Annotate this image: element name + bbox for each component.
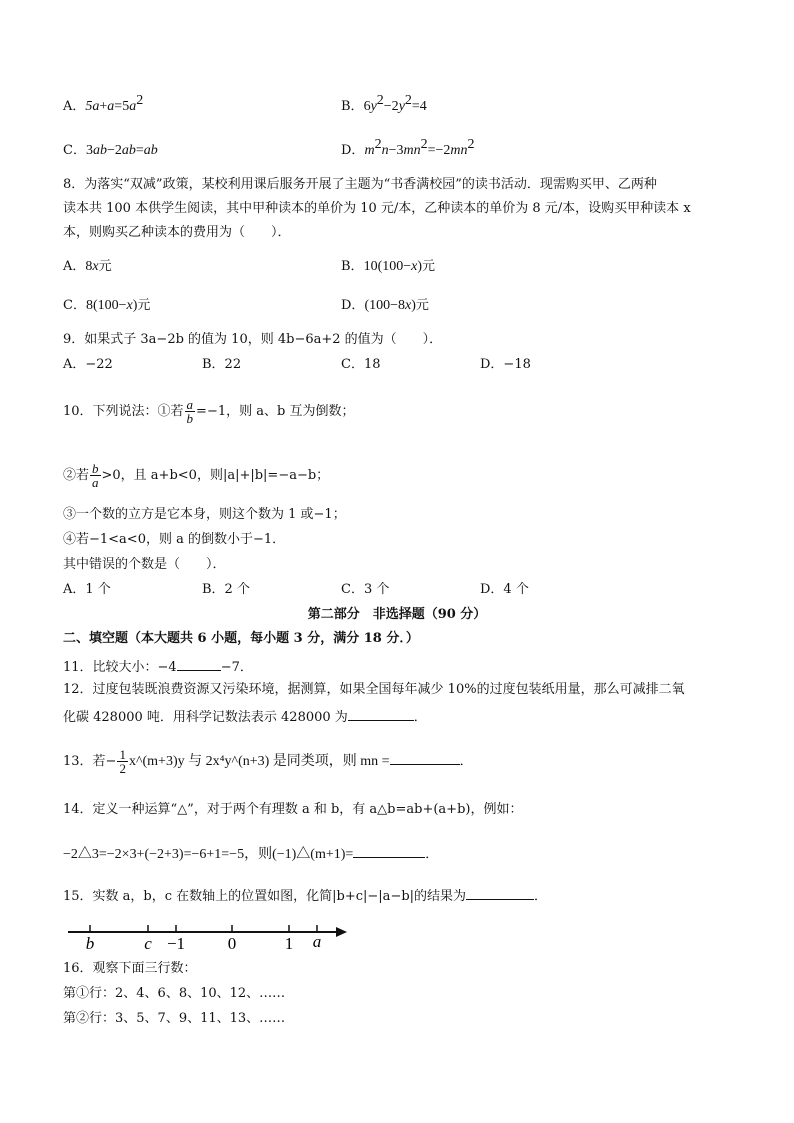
q12-line2: 化碳 428000 吨．用科学记数法表示 428000 为 ． <box>63 706 427 727</box>
section-fill-in-heading: 二、填空题（本大题共 6 小题，每小题 3 分，满分 18 分．） <box>63 631 419 646</box>
part2-title: 第二部分 非选择题（90 分） <box>307 607 487 622</box>
q10-statement-4: ④若−1<a<0，则 a 的倒数小于−1． <box>63 532 286 547</box>
q15-answer-blank[interactable] <box>466 885 534 900</box>
q10-statement-3: ③一个数的立方是它本身，则这个数为 1 或−1； <box>63 507 346 522</box>
q8-stem-line3: 本，则购买乙种读本的费用为（ ）． <box>63 225 291 240</box>
q16-stem: 16．观察下面三行数： <box>63 961 197 976</box>
q7-option-d: D．$m^2n-3mn^2=-2mn^2$ <box>341 137 475 158</box>
number-line-arrow-icon <box>336 927 347 937</box>
q10-option-c: C．3 个 <box>341 582 390 597</box>
q7-option-a: A．$5a+a=5a^2$ <box>63 93 144 114</box>
q9-option-b: B．22 <box>202 357 242 372</box>
q14-line1: 14．定义一种运算“△”，对于两个有理数 a 和 b，有 a△b=ab+(a+b)，例如： <box>63 802 523 817</box>
q7-option-c: C．3ab−2ab=ab <box>63 143 158 158</box>
label-a: a <box>312 932 322 951</box>
q8-stem-line2: 读本共 100 本供学生阅读，其中甲种读本的单价为 10 元/本，乙种读本的单价为 8 元/本，设购买甲种读本 x <box>63 201 691 216</box>
q8-option-d: D．(100−8x)元 <box>341 298 429 313</box>
q16-row2: 第②行：3、5、7、9、11、13、…… <box>63 1011 286 1026</box>
number-line-figure <box>60 912 360 952</box>
q8-stem-line1: 8．为落实“双减”政策，某校利用课后服务开展了主题为“书香满校园”的读书活动．现需购买甲、乙两种 <box>63 177 657 192</box>
label-minus-one: −1 <box>166 934 186 952</box>
q9-stem: 9．如果式子 3a−2b 的值为 10，则 4b−6a+2 的值为（ ）． <box>63 332 443 347</box>
label-b: b <box>85 934 95 952</box>
q8-option-a: A．8x元 <box>63 259 112 274</box>
label-c: c <box>144 934 152 952</box>
fraction-one-half: $\frac{1}{2}$ <box>119 747 126 776</box>
q9-option-c: C．18 <box>341 357 381 372</box>
q10-ask: 其中错误的个数是（ ）． <box>63 557 226 572</box>
q15-stem: 15．实数 a，b，c 在数轴上的位置如图，化简|b+c|−|a−b|的结果为 ． <box>63 885 547 906</box>
q12-line1: 12．过度包装既浪费资源又污染环境，据测算，如果全国每年减少 10%的过度包装纸用量，那么可减排二氧 <box>63 682 685 697</box>
fraction-b-over-a: $\frac{b}{a}$ <box>92 461 99 490</box>
q13-answer-blank[interactable] <box>390 750 460 765</box>
label-one: 1 <box>284 934 294 952</box>
q16-row1: 第①行：2、4、6、8、10、12、…… <box>63 986 286 1001</box>
q8-option-b: B．10(100−x)元 <box>341 259 436 274</box>
q10-option-d: D．4 个 <box>480 582 529 597</box>
q11: 11．比较大小：−4 −7． <box>63 656 253 677</box>
q14-line2: −2△3=−2×3+(−2+3)=−6+1=−5，则(−1)△(m+1)= ． <box>63 843 438 864</box>
q13: 13．若− $\frac{1}{2}$ x^(m+3)y 与 2x⁴y^(n+3) 是同类项，则 mn = ． <box>63 747 473 776</box>
q14-answer-blank[interactable] <box>353 843 425 858</box>
q10-option-a: A．1 个 <box>63 582 111 597</box>
q8-option-c: C．8(100−x)元 <box>63 298 151 313</box>
q10-statement-2: ②若 $\frac{b}{a}$ >0，且 a+b<0，则|a|+|b|=−a−b； <box>63 461 330 490</box>
label-zero: 0 <box>227 934 237 952</box>
q7-option-b: B．$6y^2-2y^2=4$ <box>341 93 427 114</box>
q12-answer-blank[interactable] <box>348 706 414 721</box>
q9-option-a: A．−22 <box>63 357 113 372</box>
q11-answer-blank[interactable] <box>177 656 221 671</box>
q10-option-b: B．2 个 <box>202 582 250 597</box>
fraction-a-over-b: $\frac{a}{b}$ <box>186 397 194 426</box>
q10-statement-1: 10．下列说法：①若 $\frac{a}{b}$ =−1，则 a、b 互为倒数； <box>63 397 355 426</box>
q9-option-d: D．−18 <box>480 357 531 372</box>
